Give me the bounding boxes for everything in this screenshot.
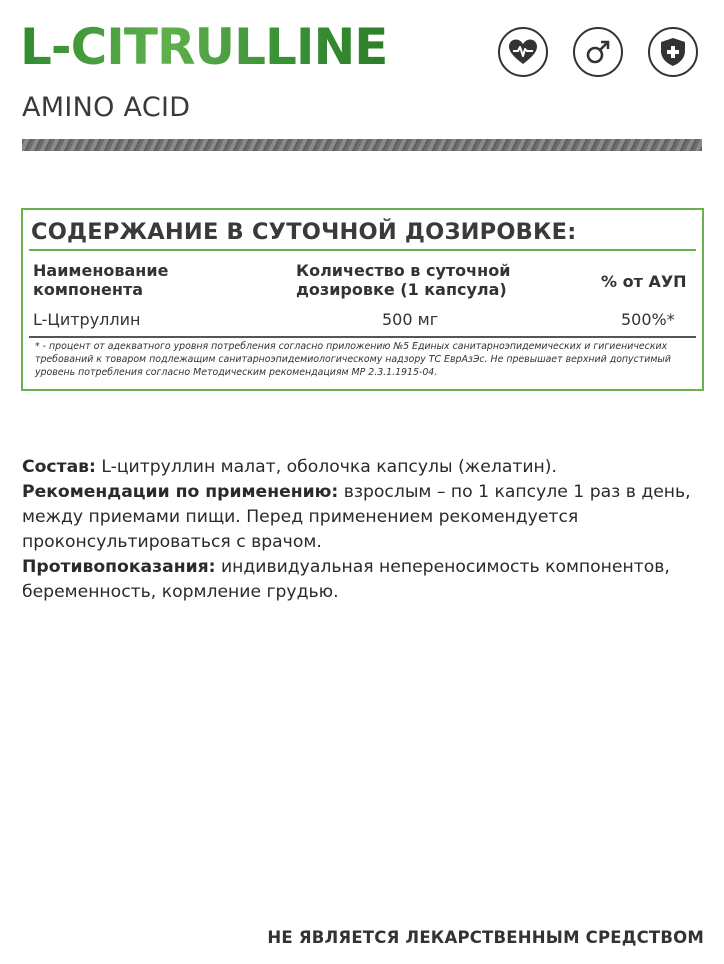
nutrition-table [21,208,704,391]
header-component-line1: Наименование [33,261,169,280]
usage-label: Рекомендации по применению: [22,482,339,502]
male-icon [573,27,623,77]
header-amount-line2: дозировке (1 капсула) [296,280,507,299]
heart-pulse-icon [498,27,548,77]
composition-label: Состав: [22,457,96,477]
header-component [33,261,168,299]
header-amount [296,261,510,299]
header-component-line2: компонента [33,280,144,299]
disclaimer: НЕ ЯВЛЯЕТСЯ ЛЕКАРСТВЕННЫМ СРЕДСТВОМ [267,928,704,947]
row-amount: 500 мг [382,310,439,329]
footnote: * - процент от адекватного уровня потребления согласно приложению №5 Единых санитарноэпидемических и гигиенических требований к товаром подлежащим санитарноэпидемиологическому надзору ТС ЕврАзЭс. Не превышает верхний допустимый уровень потребления согласно Методическим рекомендациям МР 2.3.1.1915-04. [35,341,671,378]
table-title: СОДЕРЖАНИЕ В СУТОЧНОЙ ДОЗИРОВКЕ: [31,219,577,245]
contraindications-label: Противопоказания: [22,557,216,577]
header-percent: % от АУП [601,272,687,291]
usage-text: взрослым – по 1 капсуле 1 раз в день, между приемами пищи. Перед применением рекомендуется проконсультироваться с врачом. [22,482,691,552]
contraindications-text: индивидуальная непереносимость компонентов, беременность, кормление грудью. [22,557,670,602]
footnote-divider [29,336,696,338]
composition [22,455,702,480]
contraindications [22,555,702,605]
row-percent: 500%* [621,310,675,329]
usage [22,480,702,555]
shield-cross-icon [648,27,698,77]
product-subtitle: AMINO ACID [22,92,191,123]
header-amount-line1: Количество в суточной [296,261,511,280]
divider [29,249,696,251]
product-description [22,455,702,605]
composition-text: L-цитруллин малат, оболочка капсулы (желатин). [95,457,557,477]
product-title: L-CITRULLINE [20,18,388,76]
decorative-stripe [22,139,702,151]
row-component-name: L-Цитруллин [33,310,141,329]
